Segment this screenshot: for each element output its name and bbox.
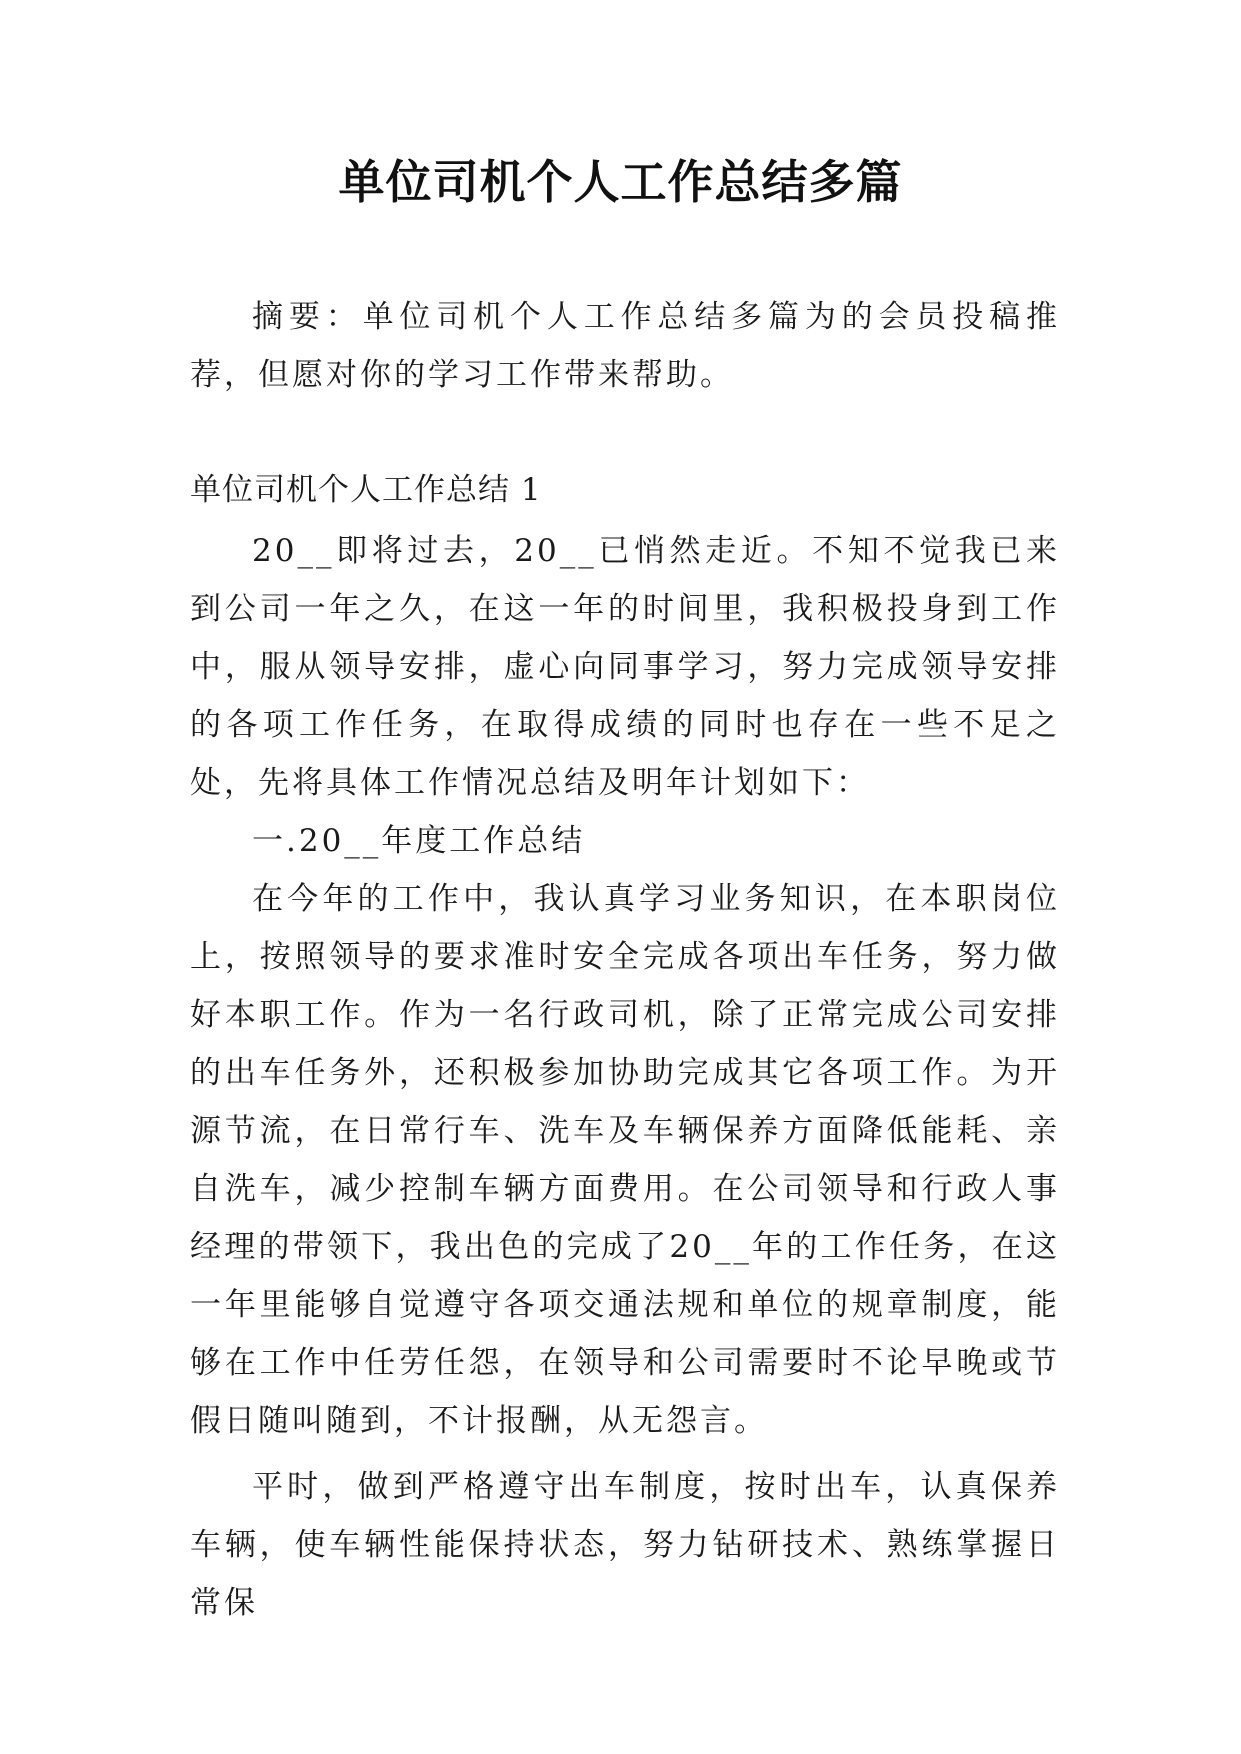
abstract-text: 摘要：单位司机个人工作总结多篇为的会员投稿推荐，但愿对你的学习工作带来帮助。	[190, 299, 1060, 393]
paragraph-3: 在今年的工作中，我认真学习业务知识，在本职岗位上，按照领导的要求准时安全完成各项出车任务，努力做好本职工作。作为一名行政司机，除了正常完成公司安排的出车任务外，还积极参加协助完成其它各项工作。为开源节流，在日常行车、洗车及车辆保养方面降低能耗、亲自洗车，减少控制车辆方面费用。在公司领导和行政人事经理的带领下，我出色的完成了20__年的工作任务，在这一年里能够自觉遵守各项交通法规和单位的规章制度，能够在工作中任劳任怨，在领导和公司需要时不论早晚或节假日随叫随到，不计报酬，从无怨言。	[190, 881, 1060, 1439]
paragraph-2-subheading: 一.20__年度工作总结	[252, 823, 586, 859]
paragraph-4: 平时，做到严格遵守出车制度，按时出车，认真保养车辆，使车辆性能保持状态，努力钻研技术、熟练掌握日常保	[190, 1469, 1060, 1621]
section-heading: 单位司机个人工作总结 1	[190, 472, 542, 508]
document-title: 单位司机个人工作总结多篇	[338, 155, 903, 209]
abstract	[190, 288, 1060, 404]
paragraph-1: 20__即将过去，20__已悄然走近。不知不觉我已来到公司一年之久，在这一年的时间里，我积极投身到工作中，服从领导安排，虚心向同事学习，努力完成领导安排的各项工作任务，在取得成绩的同时也存在一些不足之处，先将具体工作情况总结及明年计划如下：	[190, 533, 1060, 801]
document-body	[190, 522, 1060, 1632]
